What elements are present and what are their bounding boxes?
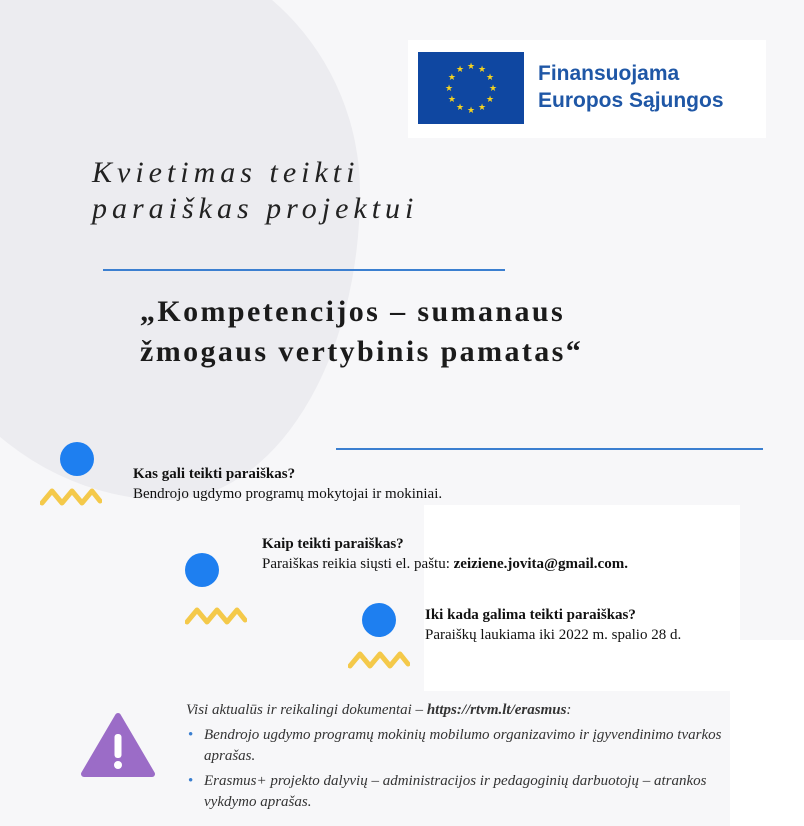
email-link[interactable]: zeiziene.jovita@gmail.com.: [453, 556, 628, 572]
header-line1: Kvietimas teikti: [92, 156, 360, 189]
documents-list: [186, 725, 746, 813]
eu-star-icon: ★: [455, 63, 465, 74]
eu-star-icon: ★: [447, 94, 456, 104]
section-dot-icon: [185, 553, 219, 587]
eu-star-icon: ★: [477, 63, 487, 74]
zigzag-icon: [40, 485, 102, 507]
eu-star-icon: ★: [486, 94, 495, 104]
eu-star-icon: ★: [466, 61, 476, 71]
zigzag-icon: [348, 648, 410, 670]
section-who: [133, 464, 442, 504]
documents-list-item: [186, 771, 746, 813]
documents-item-text: Bendrojo ugdymo programų mokinių mobilumo organizavimo ir įgyvendinimo tvarkos aprašas.: [204, 727, 722, 764]
project-title: [140, 292, 583, 372]
eu-star-icon: ★: [447, 72, 456, 82]
section-how-answer-text: Paraiškas reikia siųsti el. paštu:: [262, 556, 454, 572]
section-deadline-question: Iki kada galima teikti paraiškas?: [425, 607, 636, 623]
section-how-question: Kaip teikti paraiškas?: [262, 536, 404, 552]
page-header: [92, 155, 418, 227]
eu-text-line1: Finansuojama: [538, 62, 680, 85]
divider-right: [336, 448, 763, 450]
divider-top: [103, 269, 505, 271]
eu-text-line2: Europos Sąjungos: [538, 89, 724, 112]
bullet-icon: •: [188, 773, 194, 789]
documents-intro-text: Visi aktualūs ir reikalingi dokumentai –: [186, 702, 427, 718]
eu-star-icon: ★: [488, 83, 498, 93]
section-how: [262, 534, 628, 574]
documents-colon: :: [566, 702, 572, 718]
bullet-icon: •: [188, 727, 194, 743]
section-how-answer: [262, 554, 628, 574]
content-panel: [424, 505, 740, 691]
section-dot-icon: [362, 603, 396, 637]
eu-star-icon: ★: [444, 83, 454, 93]
zigzag-icon: [185, 604, 247, 626]
eu-star-icon: ★: [486, 72, 495, 82]
documents-block: [186, 700, 746, 817]
eu-flag-icon: [418, 52, 524, 124]
section-deadline: [425, 605, 681, 645]
warning-icon: [80, 712, 156, 778]
documents-list-item: [186, 725, 746, 767]
eu-star-icon: ★: [455, 102, 465, 113]
documents-intro: [186, 700, 746, 721]
eu-star-icon: ★: [477, 102, 487, 113]
project-title-line2: žmogaus vertybinis pamatas“: [140, 335, 584, 368]
eu-funding-logo: [408, 40, 766, 138]
project-title-line1: „Kompetencijos – sumanaus: [140, 295, 566, 328]
documents-link[interactable]: https://rtvm.lt/erasmus: [426, 702, 567, 718]
section-dot-icon: [60, 442, 94, 476]
header-line2: paraiškas projektui: [92, 192, 419, 225]
eu-funding-text: [538, 60, 724, 114]
section-who-question: Kas gali teikti paraiškas?: [133, 466, 296, 482]
section-who-answer: Bendrojo ugdymo programų mokytojai ir mokiniai.: [133, 486, 443, 502]
background-blob: [0, 0, 360, 500]
documents-item-text: Erasmus+ projekto dalyvių – administracijos ir pedagoginių darbuotojų – atrankos vykdymo aprašas.: [204, 773, 707, 810]
eu-star-icon: ★: [466, 105, 476, 115]
section-deadline-answer: Paraiškų laukiama iki 2022 m. spalio 28 d.: [425, 627, 682, 643]
